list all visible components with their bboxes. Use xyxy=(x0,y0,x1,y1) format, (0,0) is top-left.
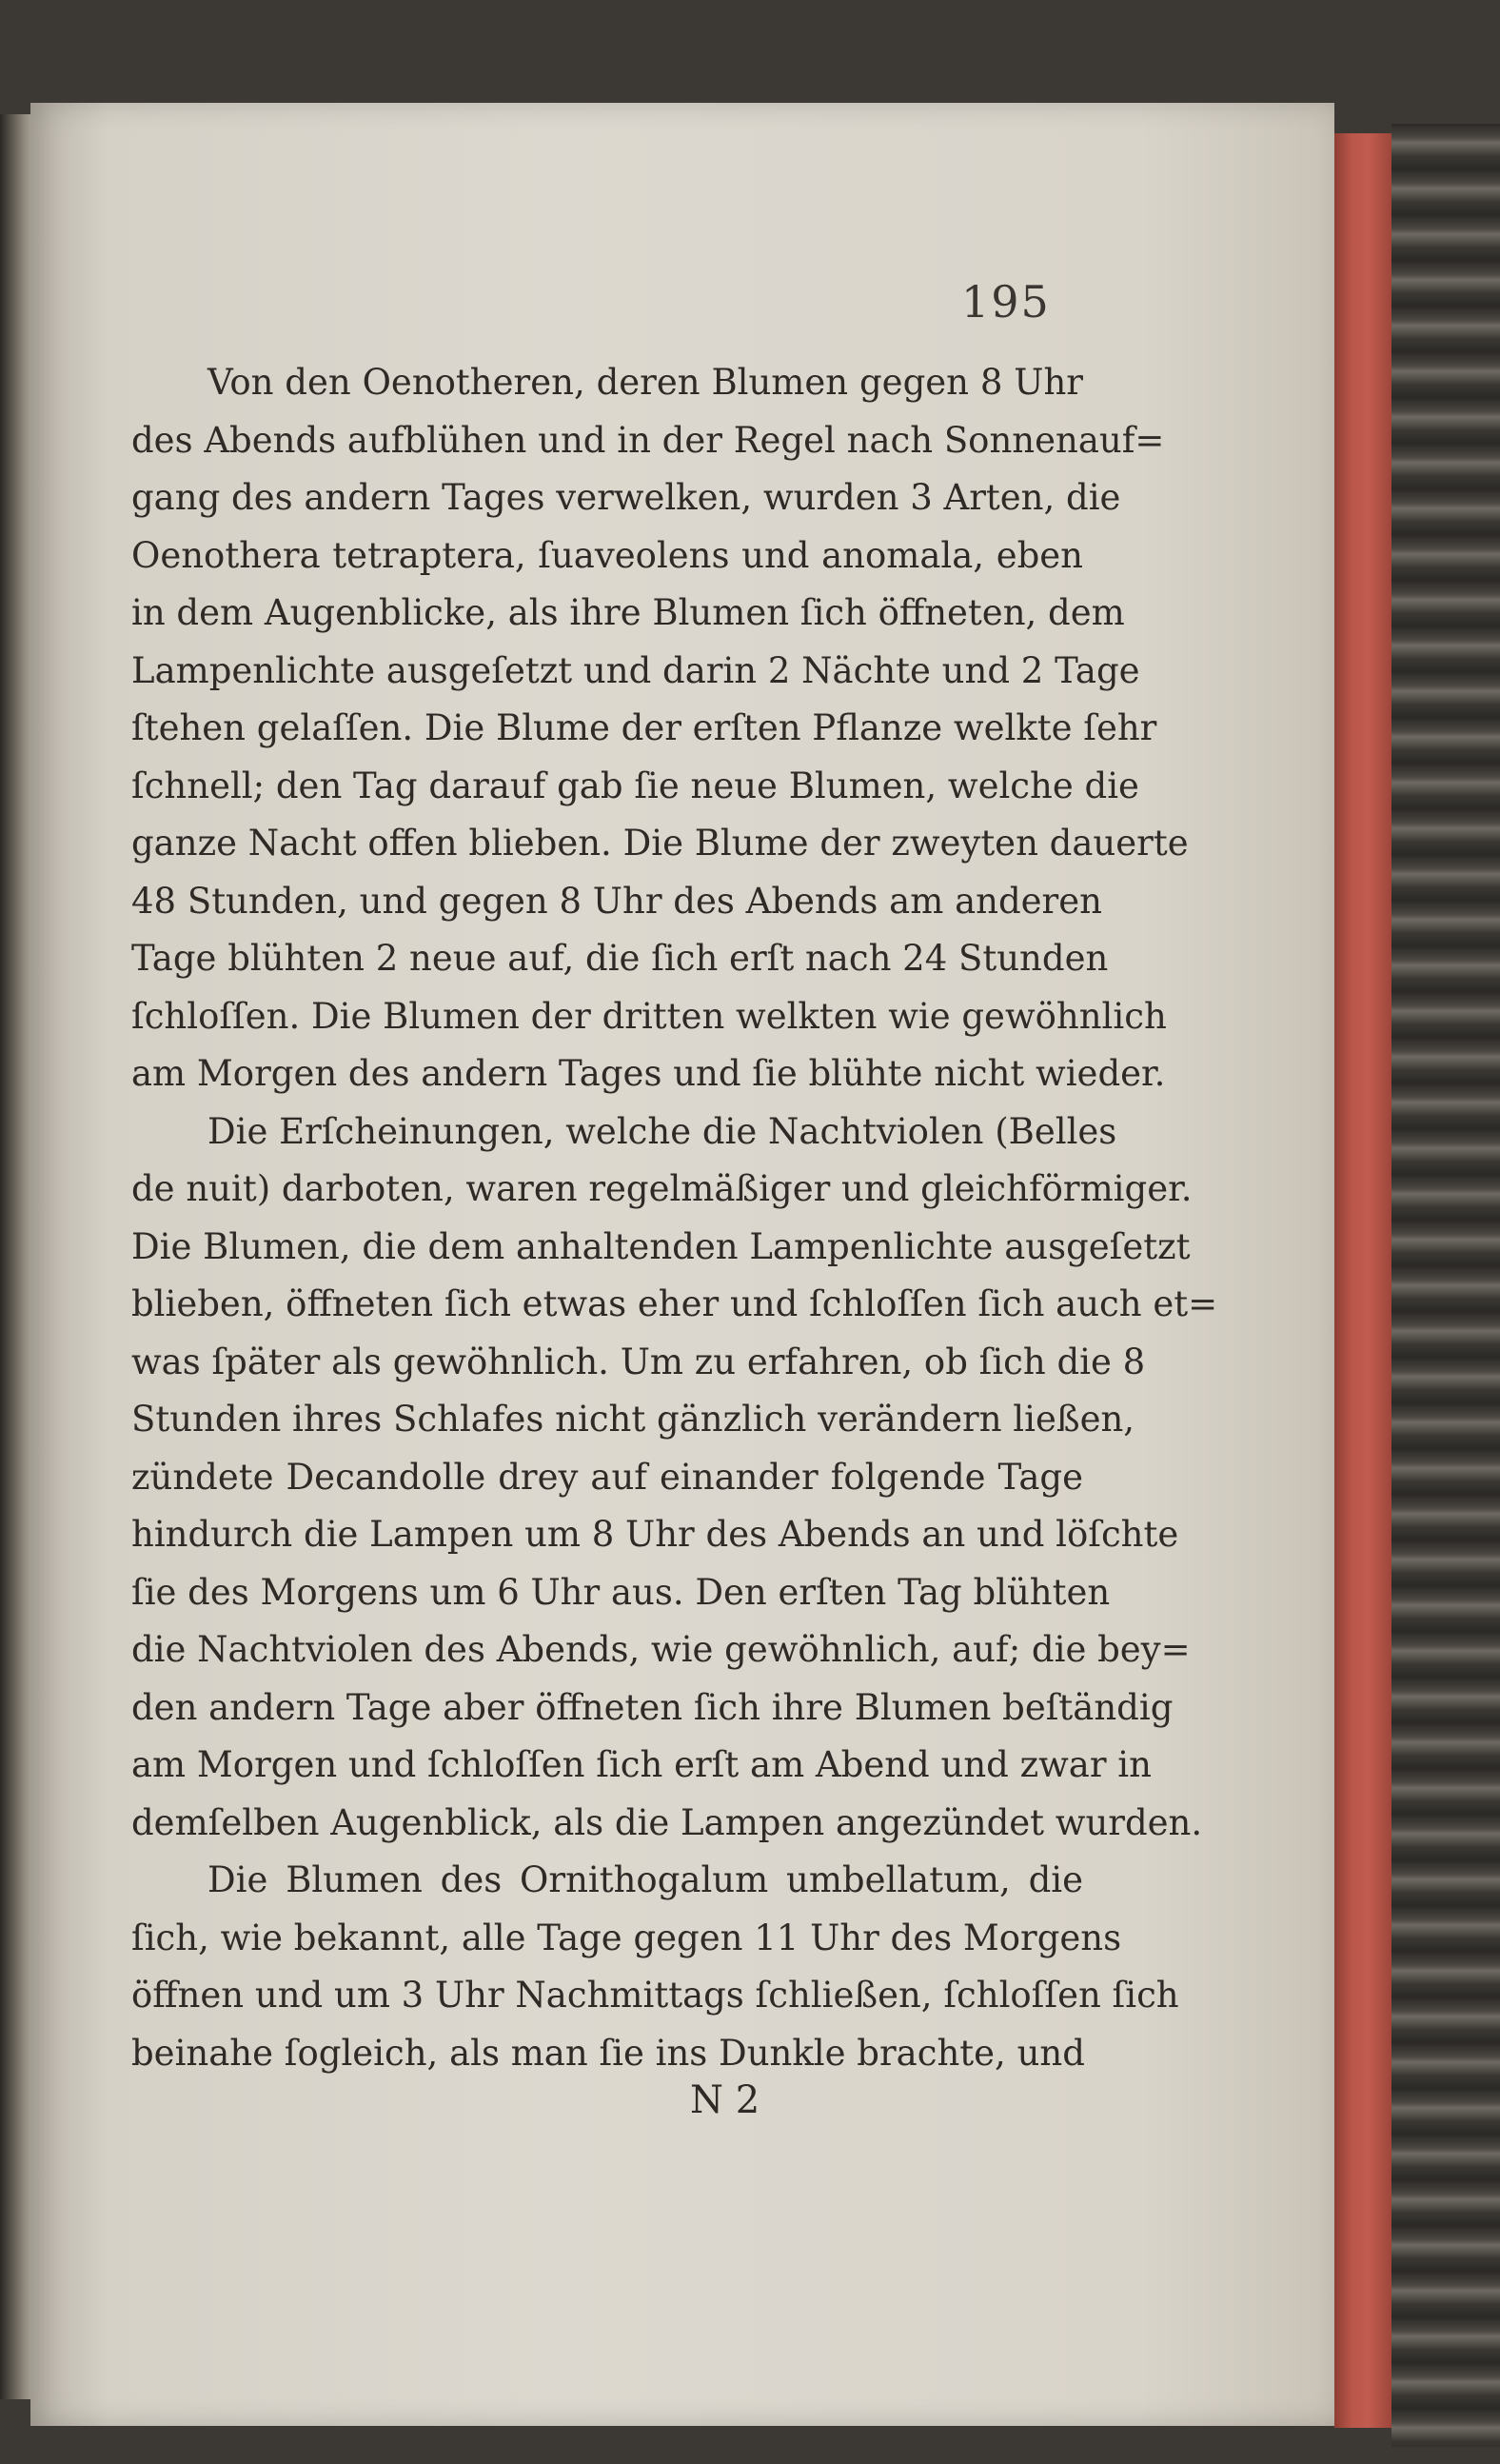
text-line: ſchloſſen. Die Blumen der dritten welkten wie gewöhnlich xyxy=(131,995,1167,1037)
red-page-edges xyxy=(1334,133,1391,2428)
text-line: blieben, öffneten ſich etwas eher und ſchloſſen ſich auch et= xyxy=(131,1283,1218,1324)
text-line: Die Blumen des Ornithogalum umbellatum, die xyxy=(207,1859,1083,1900)
text-line: Die Blumen, die dem anhaltenden Lampenlichte ausgeſetzt xyxy=(131,1225,1191,1267)
text-line: am Morgen des andern Tages und ſie blühte nicht wieder. xyxy=(131,1053,1166,1094)
text-line: 48 Stunden, und gegen 8 Uhr des Abends am anderen xyxy=(131,880,1102,922)
text-line: die Nachtviolen des Abends, wie gewöhnlich, auf; die bey= xyxy=(131,1629,1191,1670)
text-line: de nuit) darboten, waren regelmäßiger und gleichförmiger. xyxy=(131,1168,1193,1209)
text-line: ganze Nacht offen blieben. Die Blume der zweyten dauerte xyxy=(131,823,1189,864)
text-line: Tage blühten 2 neue auf, die ſich erſt nach 24 Stunden xyxy=(131,938,1109,979)
text-line: ſie des Morgens um 6 Uhr aus. Den erſten Tag blühten xyxy=(131,1571,1111,1613)
text-line: Lampenlichte ausgeſetzt und darin 2 Nächte und 2 Tage xyxy=(131,649,1140,691)
book-cover-edge xyxy=(1391,124,1500,2447)
text-line: öffnen und um 3 Uhr Nachmittags ſchließen, ſchloſſen ſich xyxy=(131,1975,1179,2016)
text-line: den andern Tage aber öffneten ſich ihre Blumen beſtändig xyxy=(131,1686,1174,1728)
text-line: Stunden ihres Schlafes nicht gänzlich verändern ließen, xyxy=(131,1399,1135,1440)
text-line: des Abends aufblühen und in der Regel nach Sonnenauf= xyxy=(131,419,1165,461)
text-line: ſchnell; den Tag darauf gab ſie neue Blumen, welche die xyxy=(131,765,1139,806)
text-line: ſich, wie bekannt, alle Tage gegen 11 Uhr des Morgens xyxy=(131,1917,1122,1958)
text-line: Die Erſcheinungen, welche die Nachtviolen (Belles xyxy=(207,1110,1117,1152)
page-number: 195 xyxy=(961,276,1051,328)
body-text xyxy=(131,354,1218,2082)
text-line: beinahe ſogleich, als man ſie ins Dunkle brachte, und xyxy=(131,2032,1085,2074)
text-line: was ſpäter als gewöhnlich. Um zu erfahren, ob ſich die 8 xyxy=(131,1341,1146,1382)
text-line: gang des andern Tages verwelken, wurden 3 Arten, die xyxy=(131,477,1121,518)
text-line: in dem Augenblicke, als ihre Blumen ſich öffneten, dem xyxy=(131,592,1125,633)
text-line: hindurch die Lampen um 8 Uhr des Abends an und löſchte xyxy=(131,1514,1179,1555)
text-line: Von den Oenotheren, deren Blumen gegen 8 Uhr xyxy=(207,362,1083,403)
signature-mark: N 2 xyxy=(690,2078,760,2122)
text-line: demſelben Augenblick, als die Lampen angezündet wurden. xyxy=(131,1801,1203,1843)
text-line: zündete Decandolle drey auf einander folgende Tage xyxy=(131,1456,1083,1498)
text-line: am Morgen und ſchloſſen ſich erſt am Abend und zwar in xyxy=(131,1744,1152,1785)
text-line: Oenothera tetraptera, ſuaveolens und anomala, eben xyxy=(131,534,1083,576)
text-line: ſtehen gelaſſen. Die Blume der erſten Pflanze welkte ſehr xyxy=(131,707,1157,748)
